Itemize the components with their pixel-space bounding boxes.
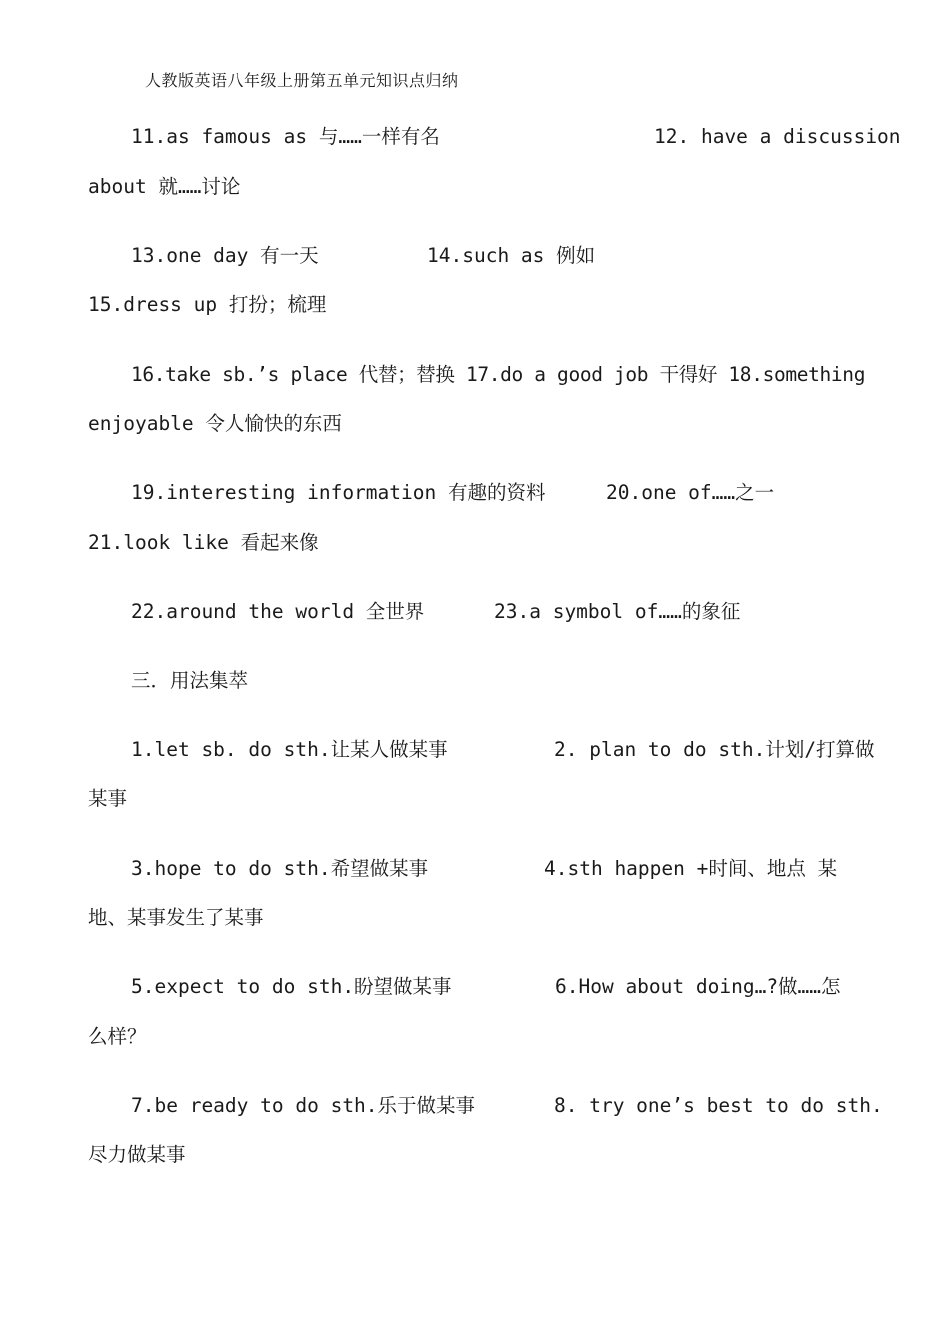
phrase-16-18: 16.take sb.’s place 代替；替换 17.do a good job 干得好 18.something — [131, 363, 866, 386]
usage-7: 7.be ready to do sth.乐于做某事 — [131, 1094, 476, 1117]
phrase-row-19-20 — [131, 480, 831, 506]
document-header: 人教版英语八年级上册第五单元知识点归纳 — [145, 71, 459, 90]
usage-8-continued: 尽力做某事 — [88, 1143, 186, 1166]
phrase-14: 14.such as 例如 — [427, 244, 596, 267]
phrase-22: 22.around the world 全世界 — [131, 600, 425, 623]
usage-4: 4.sth happen +时间、地点 某 — [544, 857, 838, 880]
usage-2: 2. plan to do sth.计划/打算做 — [554, 738, 875, 761]
phrase-13: 13.one day 有一天 — [131, 244, 319, 267]
phrase-20: 20.one of……之一 — [606, 481, 775, 504]
phrase-row-13-14 — [131, 243, 651, 269]
phrase-12-continued: about 就……讨论 — [88, 175, 241, 198]
usage-8: 8. try one’s best to do sth. — [554, 1094, 883, 1117]
phrase-row-22-23 — [131, 599, 811, 625]
phrase-18-continued: enjoyable 令人愉快的东西 — [88, 412, 342, 435]
usage-2-continued: 某事 — [88, 787, 128, 810]
phrase-11: 11.as famous as 与……一样有名 — [131, 125, 440, 148]
usage-3: 3.hope to do sth.希望做某事 — [131, 857, 429, 880]
usage-row-3-4 — [131, 856, 891, 882]
usage-row-1-2 — [131, 737, 891, 763]
usage-row-5-6 — [131, 974, 891, 1000]
phrase-row-11-12 — [131, 124, 911, 150]
usage-6: 6.How about doing…?做……怎 — [555, 975, 841, 998]
phrase-19: 19.interesting information 有趣的资料 — [131, 481, 546, 504]
section-heading-usage: 三．用法集萃 — [131, 669, 249, 692]
phrase-21: 21.look like 看起来像 — [88, 531, 319, 554]
usage-6-continued: 么样？ — [88, 1025, 147, 1048]
phrase-23: 23.a symbol of……的象征 — [494, 600, 741, 623]
phrase-15: 15.dress up 打扮；梳理 — [88, 293, 327, 316]
usage-row-7-8 — [131, 1093, 891, 1119]
usage-5: 5.expect to do sth.盼望做某事 — [131, 975, 452, 998]
usage-1: 1.let sb. do sth.让某人做某事 — [131, 738, 448, 761]
usage-4-continued: 地、某事发生了某事 — [88, 906, 264, 929]
phrase-12: 12. have a discussion — [654, 125, 901, 148]
